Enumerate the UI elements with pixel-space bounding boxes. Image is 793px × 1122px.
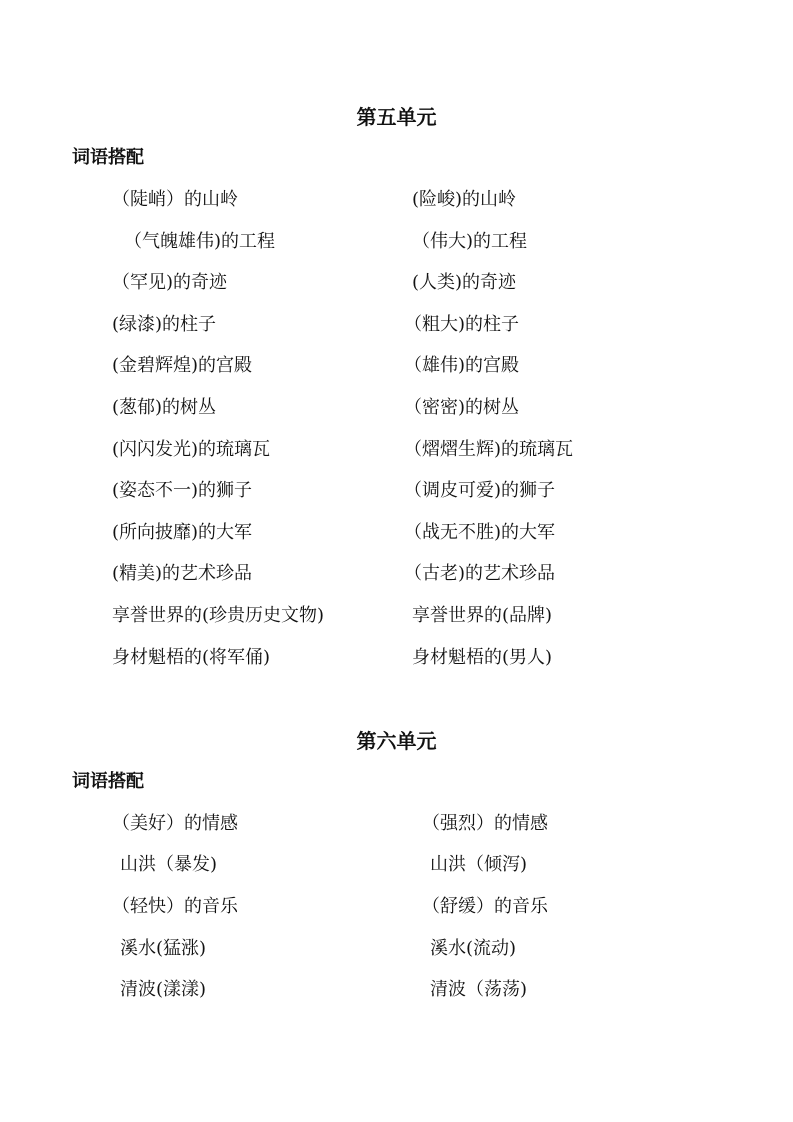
unit5-left-2: （气魄雄伟)的工程 [124, 231, 276, 252]
unit5-left-12: 身材魁梧的(将军俑) [112, 647, 271, 668]
unit6-left-3: （轻快）的音乐 [112, 896, 238, 917]
unit5-right-10: （古老)的艺术珍品 [404, 563, 556, 584]
unit5-right-6: （密密)的树丛 [404, 397, 520, 418]
unit5-right-4: （粗大)的柱子 [404, 314, 520, 335]
unit6-title: 第六单元 [356, 729, 437, 753]
unit5-right-11: 享誉世界的(品牌) [412, 605, 553, 626]
unit5-left-8: (姿态不一)的狮子 [112, 480, 253, 501]
unit5-right-5: （雄伟)的宫殿 [404, 355, 520, 376]
unit5-left-1: （陡峭）的山岭 [112, 189, 238, 210]
unit5-left-10: (精美)的艺术珍品 [112, 563, 253, 584]
unit5-left-6: (葱郁)的树丛 [112, 397, 217, 418]
unit6-right-3: （舒缓）的音乐 [422, 896, 548, 917]
unit6-right-5: 清波（荡荡) [430, 979, 528, 1000]
unit5-left-9: (所向披靡)的大军 [112, 522, 253, 543]
unit6-left-5: 清波(漾漾) [120, 979, 207, 1000]
unit6-right-1: （强烈）的情感 [422, 813, 548, 834]
unit5-right-2: （伟大)的工程 [412, 231, 528, 252]
unit5-left-4: (绿漆)的柱子 [112, 314, 217, 335]
unit6-right-4: 溪水(流动) [430, 938, 517, 959]
unit5-right-8: （调皮可爱)的狮子 [404, 480, 556, 501]
unit6-subtitle: 词语搭配 [72, 771, 144, 792]
unit6-left-4: 溪水(猛涨) [120, 938, 207, 959]
unit5-right-12: 身材魁梧的(男人) [412, 647, 553, 668]
unit5-right-9: （战无不胜)的大军 [404, 522, 556, 543]
unit5-right-1: (险峻)的山岭 [412, 189, 517, 210]
unit5-left-11: 享誉世界的(珍贵历史文物) [112, 605, 325, 626]
unit5-left-7: (闪闪发光)的琉璃瓦 [112, 439, 271, 460]
unit6-right-2: 山洪（倾泻) [430, 854, 528, 875]
unit5-subtitle: 词语搭配 [72, 147, 144, 168]
unit5-left-5: (金碧辉煌)的宫殿 [112, 355, 253, 376]
unit5-right-3: (人类)的奇迹 [412, 272, 517, 293]
unit5-title: 第五单元 [356, 105, 437, 129]
unit6-left-2: 山洪（暴发) [120, 854, 218, 875]
unit5-right-7: （熠熠生辉)的琉璃瓦 [404, 439, 574, 460]
unit5-left-3: （罕见)的奇迹 [112, 272, 228, 293]
unit6-left-1: （美好）的情感 [112, 813, 238, 834]
